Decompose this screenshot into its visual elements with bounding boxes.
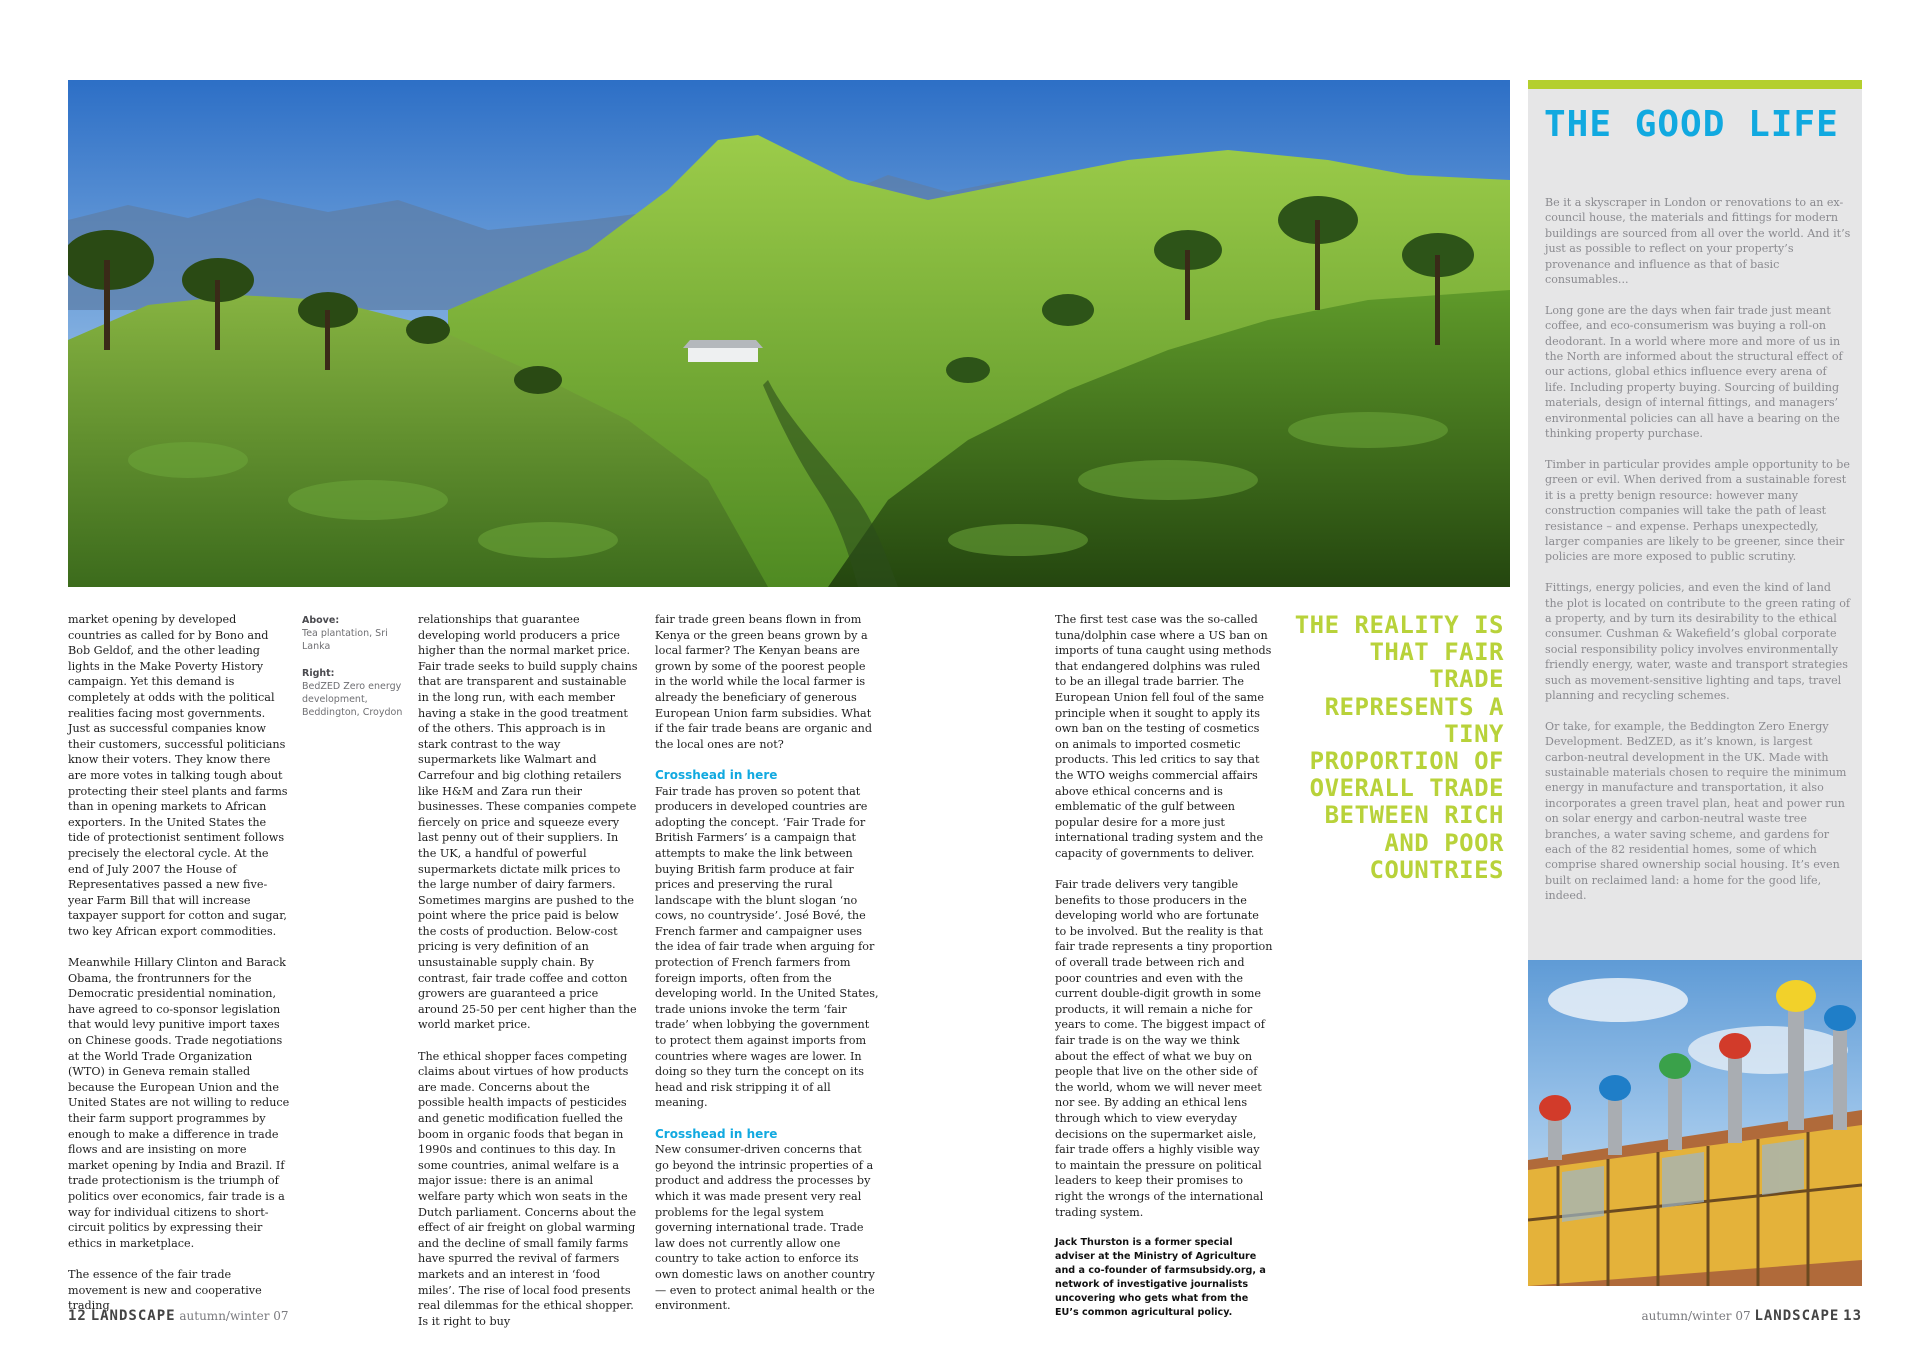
caption-right xyxy=(302,667,412,719)
magazine-name-left: LANDSCAPE xyxy=(90,1308,176,1324)
body-paragraph: fair trade green beans flown in from Kenya or the green beans grown by a local farmer? The Kenyan beans are grown by some of the poorest people in the world while the local farmer is already the beneficiary of generous European Union farm subsidies. What if the fair trade beans are organic and the local ones are not? xyxy=(655,613,873,751)
crosshead-1: Crosshead in here xyxy=(655,767,778,782)
caption-right-text: BedZED Zero energy development, Beddington, Croydon xyxy=(302,681,403,718)
body-paragraph: The first test case was the so-called tuna/dolphin case where a US ban on imports of tuna caught using methods that endangered dolphins was ruled to be an illegal trade barrier. The European Union fell foul of the same principle when it sought to apply its own ban on the testing of cosmetics on animals to imported cosmetic products. This led critics to say that the WTO weighs commercial affairs above ethical concerns and is emblematic of the gulf between popular desire for a more just international trading system and the capacity of governments to deliver. xyxy=(1055,613,1272,860)
sidebar-paragraph: Be it a skyscraper in London or renovations to an ex-council house, the materials and fittings for modern buildings are sourced from all over the world. And it’s just as possible to reflect on your property’s provenance and influence as that of basic consumables... xyxy=(1545,196,1851,287)
issue-label-left: autumn/winter 07 xyxy=(179,1309,289,1323)
hero-photo-tea-plantation xyxy=(68,80,1510,587)
caption-right-label: Right: xyxy=(302,668,335,679)
body-paragraph: The essence of the fair trade movement is new and cooperative trading xyxy=(68,1267,262,1313)
crosshead-2: Crosshead in here xyxy=(655,1126,778,1141)
body-paragraph: relationships that guarantee developing world producers a price higher than the normal market price. Fair trade seeks to build supply chains that are transparent and sustainable in the long run, with each member having a stake in the good treatment of the others. This approach is in stark contrast to the way supermarkets like Walmart and Carrefour and big clothing retailers like H&M and Zara run their businesses. These companies compete fiercely on price and squeeze every last penny out of their suppliers. In the UK, a handful of powerful supermarkets dictate milk prices to the large number of dairy farmers. Sometimes margins are pushed to the point where the price paid is below the costs of production. Below-cost pricing is very definition of an unsustainable supply chain. By contrast, fair trade coffee and cotton growers are guaranteed a price around 25-50 per cent higher than the world market price. xyxy=(418,613,638,1032)
folio-right xyxy=(1641,1308,1862,1324)
sidebar-paragraph: Fittings, energy policies, and even the kind of land the plot is located on contribute to the green rating of a property, and by turn its desirability to the ethical consumer. Cushman & Wakefield’s global corporate social responsibility policy involves environmentally friendly energy, water, waste and transport strategies such as movement-sensitive lighting and taps, travel planning and recycling schemes. xyxy=(1545,581,1851,702)
page-number-right: 13 xyxy=(1843,1308,1862,1324)
body-paragraph: The ethical shopper faces competing claims about virtues of how products are made. Concerns about the possible health impacts of pesticides and genetic modification fuelled the boom in organic foods that began in 1990s and continues to this day. In some countries, animal welfare is a major issue: there is an animal welfare party which won seats in the Dutch parliament. Concerns about the effect of air freight on global warming and the decline of small family farms have spurred the revival of farmers markets and an interest in ‘food miles’. The rise of local food presents real dilemmas for the ethical shopper. Is it right to buy xyxy=(418,1049,637,1328)
body-paragraph: New consumer-driven concerns that go beyond the intrinsic properties of a product and address the processes by which it was made present very real problems for the legal system governing international trade. Trade law does not currently allow one country to take action to enforce its own domestic laws on another country — even to protect animal health or the environment. xyxy=(655,1143,875,1313)
bedzed-illustration xyxy=(1528,960,1862,1286)
issue-label-right: autumn/winter 07 xyxy=(1641,1309,1751,1323)
photo-captions xyxy=(302,614,412,733)
pull-quote: THE REALITY IS THAT FAIR TRADE REPRESENTS A TINY PROPORTION OF OVERALL TRADE BETWEEN RICH AND POOR COUNTRIES xyxy=(1294,611,1504,884)
body-paragraph: Fair trade has proven so potent that producers in developed countries are adopting the concept. ‘Fair Trade for British Farmers’ is a campaign that attempts to make the link between buying British farm produce at fair prices and preserving the rural landscape with the blunt slogan ‘no cows, no countryside’. José Bové, the French farmer and campaigner uses the idea of fair trade when arguing for protection of French farmers from foreign imports, often from the developing world. In the United States, trade unions invoke the term ‘fair trade’ when lobbying the government to protect them against imports from countries where wages are lower. In doing so they turn the concept on its head and risk stripping it of all meaning. xyxy=(655,784,879,1110)
sidebar-paragraph: Long gone are the days when fair trade just meant coffee, and eco-consumerism was buying a roll-on deodorant. In a world where more and more of us in the North are informed about the structural effect of our actions, global ethics influence every arena of life. Including property buying. Sourcing of building materials, design of internal fittings, and managers’ environmental policies can all have a bearing on the thinking property purchase. xyxy=(1545,303,1843,441)
caption-above xyxy=(302,614,412,653)
bedzed-photo xyxy=(1528,960,1862,1286)
folio-left xyxy=(68,1308,289,1324)
landscape-illustration xyxy=(68,80,1510,587)
author-bio: Jack Thurston is a former special adviser at the Ministry of Agriculture and a co-founder of farmsubsidy.org, a network of investigative journalists uncovering who gets what from the EU’s common agricultural policy. xyxy=(1055,1236,1266,1318)
article-column-2 xyxy=(418,612,638,1345)
caption-above-text: Tea plantation, Sri Lanka xyxy=(302,628,388,652)
article-column-3 xyxy=(655,612,879,1329)
sidebar-paragraph: Timber in particular provides ample opportunity to be green or evil. When derived from a sustainable forest it is a pretty benign resource: however many construction companies will take the path of least resistance – and expense. Perhaps unexpectedly, larger companies are likely to be greener, since their policies are more exposed to public scrutiny. xyxy=(1545,457,1850,564)
body-paragraph: Fair trade delivers very tangible benefits to those producers in the developing world who are fortunate to be involved. But the reality is that fair trade represents a tiny proportion of overall trade between rich and poor countries and even with the current double-digit growth in some products, it will remain a niche for years to come. The biggest impact of fair trade is on the way we think about the effect of what we buy on people that live on the other side of the world, whom we will never meet nor see. By adding an ethical lens through which to view everyday decisions on the supermarket aisle, fair trade offers a highly visible way to maintain the pressure on political leaders to keep their promises to right the wrongs of the international trading system. xyxy=(1055,878,1273,1219)
caption-above-label: Above: xyxy=(302,615,340,626)
page-number-left: 12 xyxy=(68,1308,87,1324)
sidebar-body xyxy=(1545,195,1851,919)
article-column-1 xyxy=(68,612,290,1329)
sidebar-accent-bar xyxy=(1528,80,1862,89)
body-paragraph: market opening by developed countries as called for by Bono and Bob Geldof, and the other leading lights in the Make Poverty History campaign. Yet this demand is completely at odds with the political realities facing most governments. Just as successful companies know their customers, successful politicians know their voters. They know there are more votes in talking tough about protecting their steel plants and farms than in opening markets to African exporters. In the United States the tide of protectionist sentiment follows precisely the electoral cycle. At the end of July 2007 the House of Representatives passed a new five-year Farm Bill that will increase taxpayer support for cotton and sugar, two key African export commodities. xyxy=(68,613,288,938)
body-paragraph: Meanwhile Hillary Clinton and Barack Obama, the frontrunners for the Democratic presidential nomination, have agreed to co-sponsor legislation that would levy punitive import taxes on Chinese goods. Trade negotiations at the World Trade Organization (WTO) in Geneva remain stalled because the European Union and the United States are not willing to reduce their farm support programmes by enough to make a difference in trade flows and are insisting on more market opening by India and Brazil. If trade protectionism is the triumph of politics over economics, fair trade is a way for individual citizens to short-circuit politics by expressing their ethics in marketplace. xyxy=(68,956,290,1250)
sidebar-paragraph: Or take, for example, the Beddington Zero Energy Development. BedZED, as it’s known, is largest carbon-neutral development in the UK. Made with sustainable materials chosen to require the minimum energy in manufacture and transportation, it also incorporates a green travel plan, heat and power run on solar energy and carbon-neutral waste tree branches, a water saving scheme, and gardens for each of the 82 residential homes, some of which comprise shared ownership social housing. It’s even built on reclaimed land: a home for the good life, indeed. xyxy=(1545,719,1847,903)
article-column-4 xyxy=(1055,612,1273,1335)
sidebar-title: THE GOOD LIFE xyxy=(1544,104,1839,145)
magazine-name-right: LANDSCAPE xyxy=(1754,1308,1840,1324)
